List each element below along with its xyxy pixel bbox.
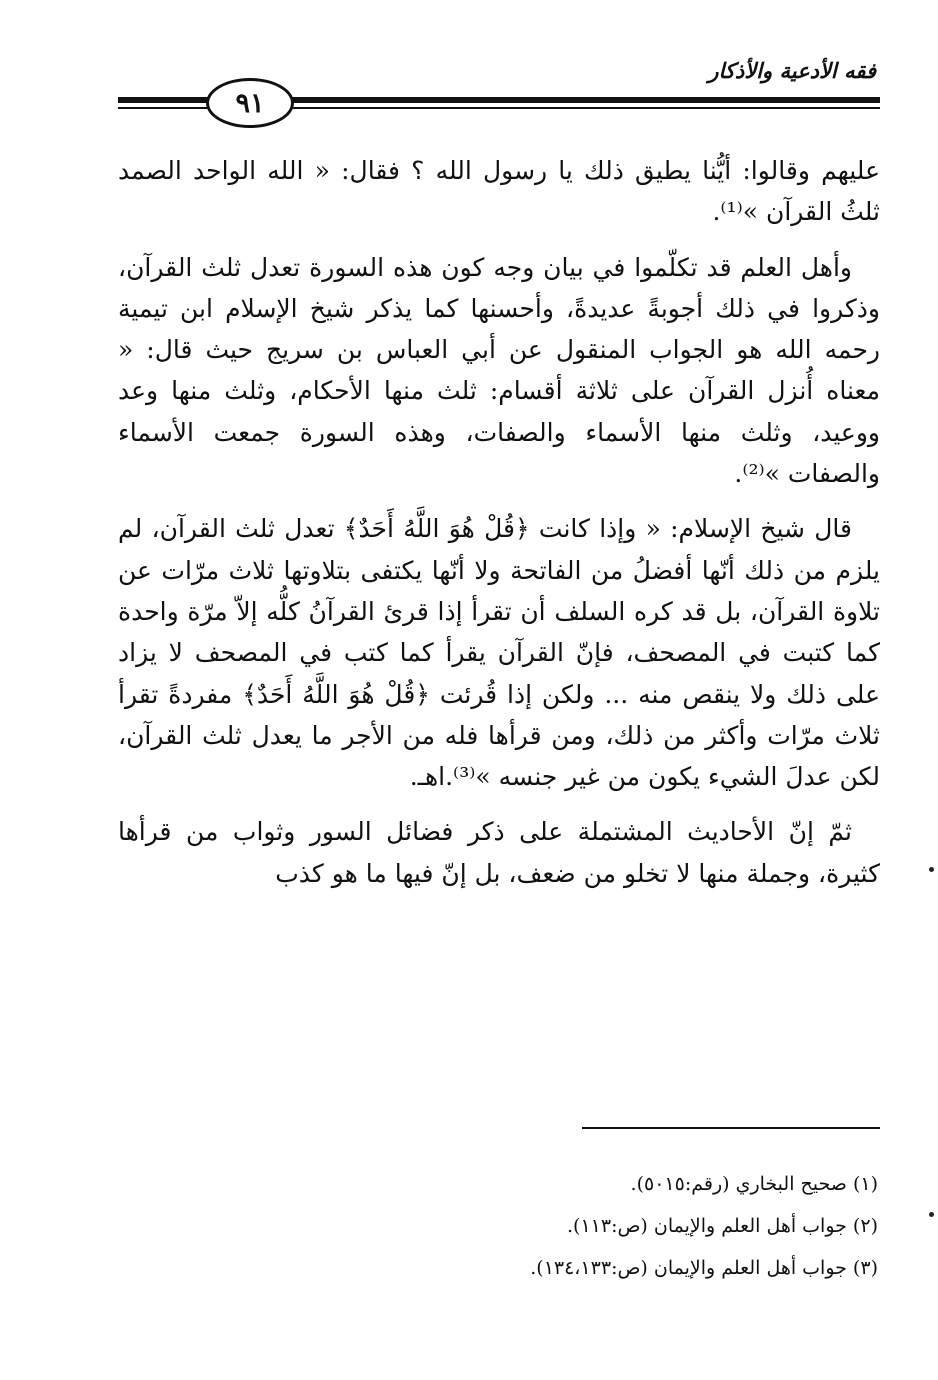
page-number-badge	[206, 78, 294, 128]
footnotes	[278, 1163, 878, 1289]
footnote: (٢) جواب أهل العلم والإيمان (ص:١١٣).	[566, 1215, 878, 1237]
paragraph: وأهل العلم قد تكلّموا في بيان وجه كون هذه السورة تعدل ثلث القرآن، وذكروا في ذلك أجوبةً عديدةً، وأحسنها كما يذكر شيخ الإسلام ابن تيمية رحمه الله هو الجواب المنقول عن أبي العباس بن سريج حيث قال: « معناه أُنزل القرآن على ثلاثة أقسام: ثلث منها الأحكام، وثلث منها وعد ووعيد، وثلث منها الأسماء والصفات، وهذه السورة جمعت الأسماء والصفات »⁽²⁾.	[118, 252, 880, 489]
footnote-separator	[582, 1127, 880, 1129]
main-text	[118, 150, 880, 894]
running-title: فقه الأدعية والأذكار	[708, 58, 876, 83]
paragraph: عليهم وقالوا: أيُّنا يطيق ذلك يا رسول الله ؟ فقال: « الله الواحد الصمد ثلثُ القرآن »⁽¹⁾.	[118, 156, 880, 227]
footnote: (١) صحيح البخاري (رقم:٥٠١٥).	[630, 1173, 878, 1195]
paragraph: قال شيخ الإسلام: « وإذا كانت ﴿قُلْ هُوَ اللَّهُ أَحَدٌ﴾ تعدل ثلث القرآن، لم يلزم من ذلك أنّها أفضلُ من الفاتحة ولا أنّها يكتفى بتلاوتها ثلاث مرّات عن تلاوة القرآن، بل قد كره السلف أن تقرأ إذا قرئ القرآنُ كلُّه إلاّ مرّة واحدة كما كتبت في المصحف، فإنّ القرآن يقرأ كما كتب في المصحف لا يزاد على ذلك ولا ينقص منه ... ولكن إذا قُرئت ﴿قُلْ هُوَ اللَّهُ أَحَدٌ﴾ مفردةً تقرأ ثلاث مرّات وأكثر من ذلك، ومن قرأها فله من الأجر ما يعدل ثلث القرآن، لكن عدلَ الشيء يكون من غير جنسه »⁽³⁾.اهـ.	[118, 514, 880, 792]
footnote: (٣) جواب أهل العلم والإيمان (ص:١٣٤،١٣٣).	[530, 1257, 878, 1279]
scan-speck	[929, 1212, 934, 1217]
paragraph: ثمّ إنّ الأحاديث المشتملة على ذكر فضائل السور وثواب من قرأها كثيرة، وجملة منها لا تخلو من ضعف، بل إنّ فيها ما هو كذب	[118, 817, 880, 888]
scan-speck	[929, 867, 934, 872]
page-number: ٩١	[235, 87, 265, 119]
